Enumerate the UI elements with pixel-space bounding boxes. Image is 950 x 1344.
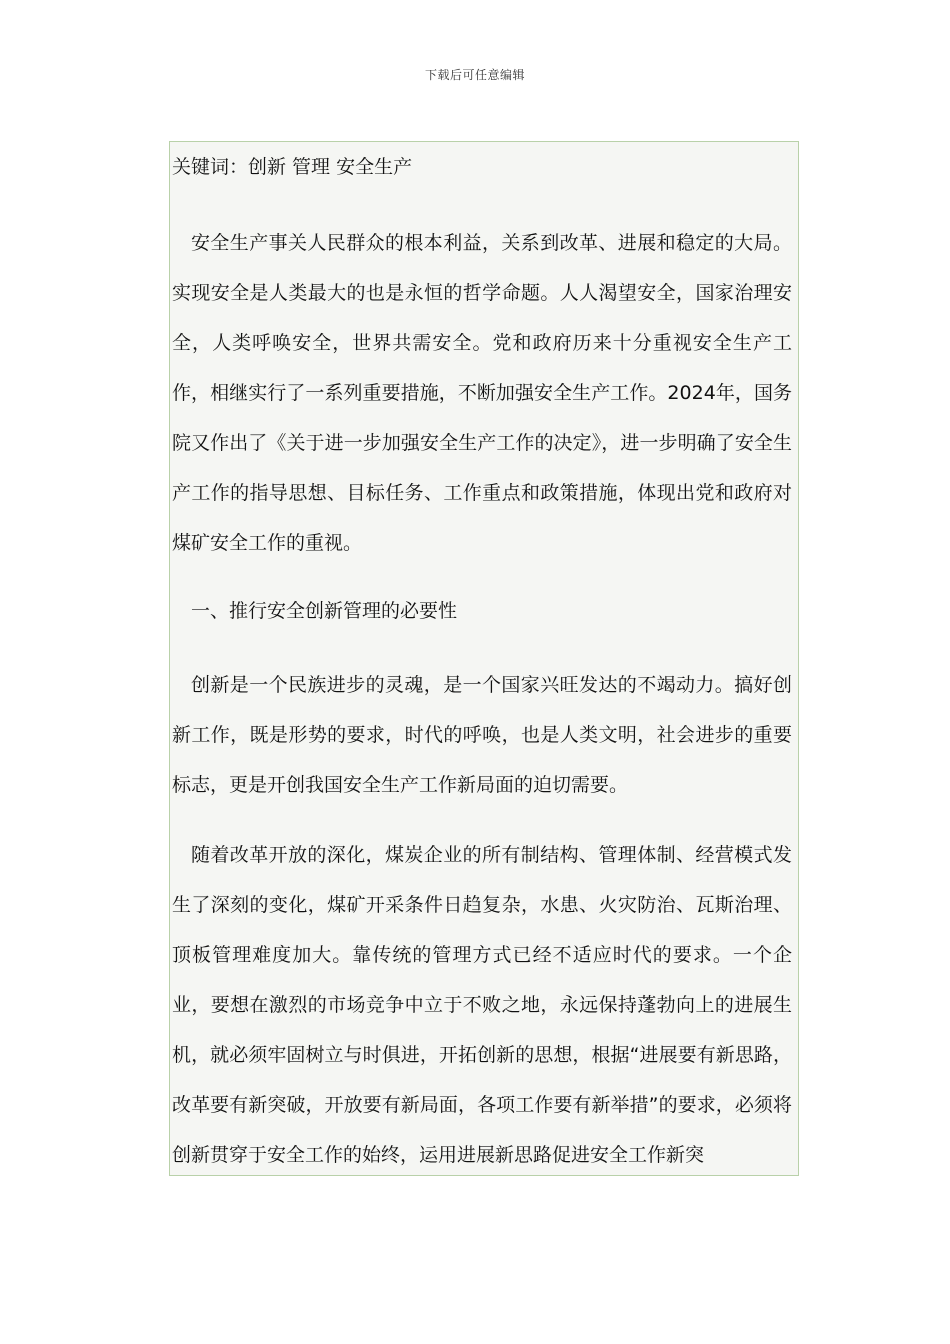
paragraph-intro: 安全生产事关人民群众的根本利益，关系到改革、进展和稳定的大局。实现安全是人类最大的也是永恒的哲学命题。人人渴望安全，国家治理安全，人类呼唤安全，世界共需安全。党和政府历来十分重视安全生产工作，相继实行了一系列重要措施，不断加强安全生产工作。2024年，国务院又作出了《关于进一步加强安全生产工作的决定》，进一步明确了安全生产工作的指导思想、目标任务、工作重点和政策措施，体现出党和政府对煤矿安全工作的重视。 [172, 232, 792, 554]
page-header: 下载后可任意编辑 [424, 68, 525, 82]
section-heading: 一、推行安全创新管理的必要性 [191, 600, 458, 622]
keywords-line: 关键词：创新 管理 安全生产 [172, 156, 413, 178]
paragraph-innovation: 创新是一个民族进步的灵魂，是一个国家兴旺发达的不竭动力。搞好创新工作，既是形势的要求，时代的呼唤，也是人类文明，社会进步的重要标志，更是开创我国安全生产工作新局面的迫切需要。 [172, 674, 792, 796]
document-content-frame [169, 141, 799, 1176]
paragraph-reform: 随着改革开放的深化，煤炭企业的所有制结构、管理体制、经营模式发生了深刻的变化，煤矿开采条件日趋复杂，水患、火灾防治、瓦斯治理、顶板管理难度加大。靠传统的管理方式已经不适应时代的要求。一个企业，要想在激烈的市场竞争中立于不败之地，永远保持蓬勃向上的进展生机，就必须牢固树立与时俱进，开拓创新的思想，根据“进展要有新思路，改革要有新突破，开放要有新局面，各项工作要有新举措”的要求，必须将创新贯穿于安全工作的始终，运用进展新思路促进安全工作新突 [172, 844, 792, 1166]
